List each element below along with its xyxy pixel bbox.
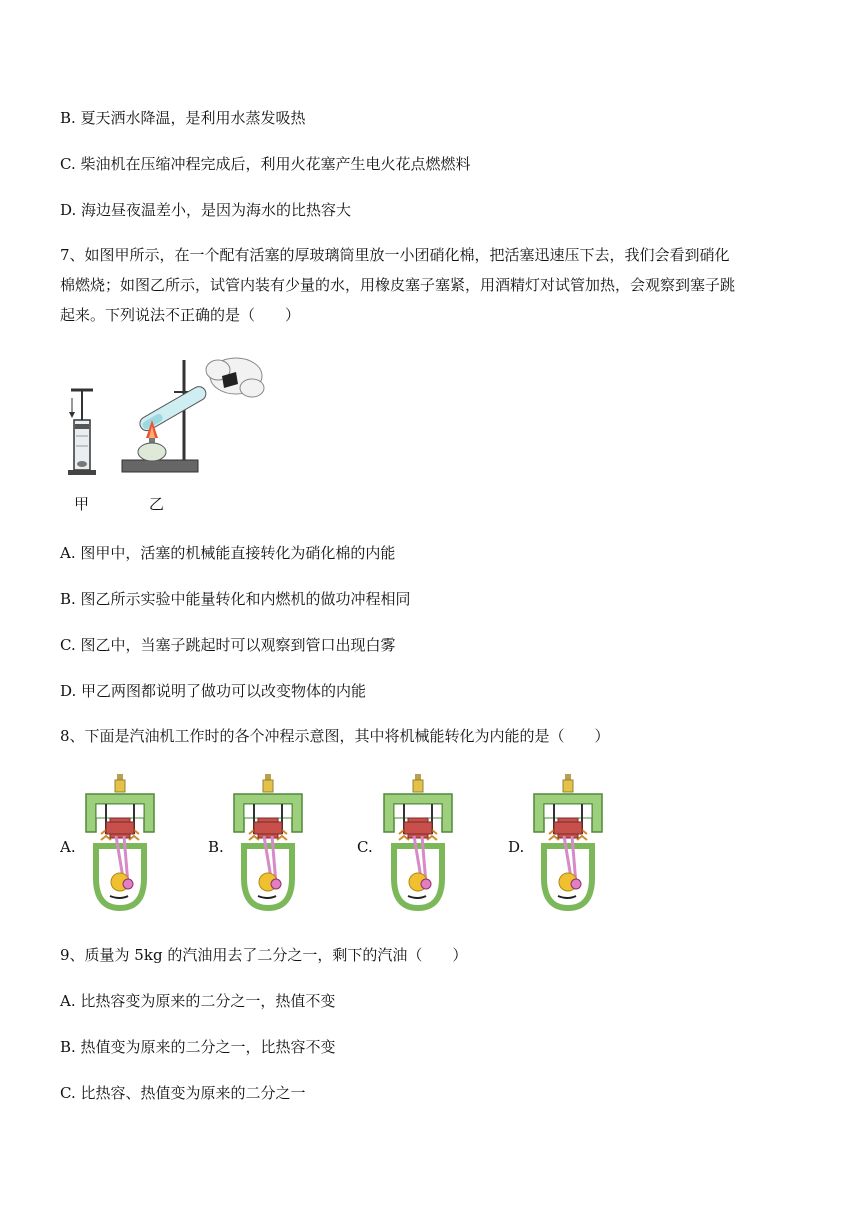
figure-jia-piston-cylinder [62,384,102,480]
figure-yi-test-tube-experiment [118,352,268,482]
q8-stem: 8、下面是汽油机工作时的各个冲程示意图，其中将机械能转化为内能的是（ ） [60,727,610,745]
q6-option-b: B. 夏天洒水降温，是利用水蒸发吸热 [60,109,306,127]
figure-label-jia: 甲 [74,495,90,513]
q7-option-c: C. 图乙中，当塞子跳起时可以观察到管口出现白雾 [60,636,396,654]
q6-option-c: C. 柴油机在压缩冲程完成后，利用火花塞产生电火花点燃燃料 [60,155,471,173]
q9-stem: 9、质量为 5kg 的汽油用去了二分之一，剩下的汽油（ ） [60,946,468,964]
q8-engine-diagram-c [380,774,458,914]
q8-option-label-a: A. [60,838,76,856]
q8-option-label-c: C. [357,838,373,856]
q8-engine-diagram-a [82,774,160,914]
q8-option-label-d: D. [508,838,525,856]
q7-stem-line-1: 7、如图甲所示，在一个配有活塞的厚玻璃筒里放一小团硝化棉，把活塞迅速压下去，我们会看到硝化 [60,246,730,264]
figure-label-yi: 乙 [149,495,165,513]
q7-option-d: D. 甲乙两图都说明了做功可以改变物体的内能 [60,682,367,700]
q7-option-a: A. 图甲中，活塞的机械能直接转化为硝化棉的内能 [60,544,396,562]
q9-option-a: A. 比热容变为原来的二分之一，热值不变 [60,992,336,1010]
q6-option-d: D. 海边昼夜温差小，是因为海水的比热容大 [60,201,352,219]
q7-stem-line-3: 起来。下列说法不正确的是（ ） [60,306,301,324]
q8-engine-diagram-b [230,774,308,914]
q7-stem-line-2: 棉燃烧；如图乙所示，试管内装有少量的水，用橡皮塞子塞紧，用酒精灯对试管加热，会观察到塞子跳 [60,276,736,294]
q8-engine-diagram-d [530,774,608,914]
q9-option-b: B. 热值变为原来的二分之一，比热容不变 [60,1038,336,1056]
q7-stem [60,240,820,330]
q9-option-c: C. 比热容、热值变为原来的二分之一 [60,1084,306,1102]
q8-option-label-b: B. [208,838,224,856]
q7-option-b: B. 图乙所示实验中能量转化和内燃机的做功冲程相同 [60,590,411,608]
